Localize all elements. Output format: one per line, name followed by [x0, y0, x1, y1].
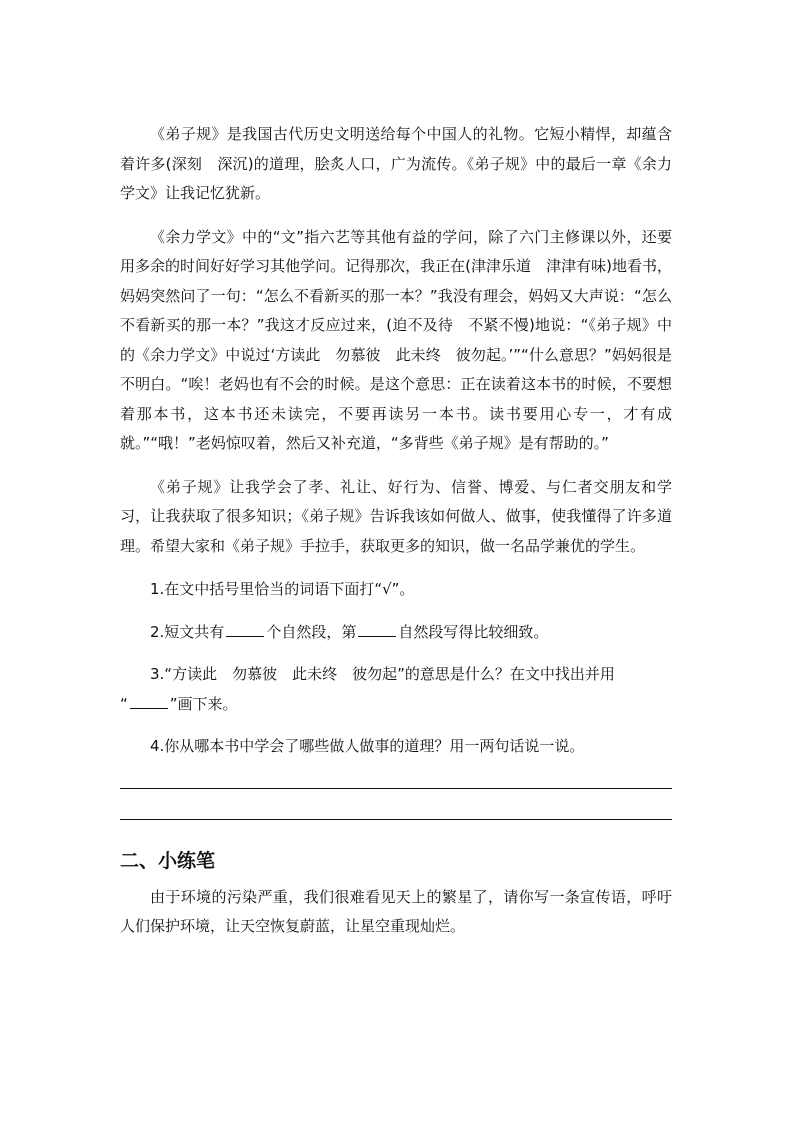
- question-3: 3.“方读此 勿慕彼 此未终 彼勿起”的意思是什么？在文中找出并用 “ ”画下来。: [120, 665, 615, 713]
- worksheet-page: [120, 120, 672, 942]
- underline-sample: [130, 694, 168, 709]
- question-2: 2.短文共有 个自然段，第 自然段写得比较细致。: [150, 622, 549, 641]
- section-2-prompt: 由于环境的污染严重，我们很难看见天上的繁星了，请你写一条宣传语，呼吁人们保护环境，让天空恢复蔚蓝，让星空重现灿烂。: [120, 887, 672, 935]
- question-1: 1.在文中括号里恰当的词语下面打“√”。: [150, 580, 415, 598]
- passage-paragraph-2: 《余力学文》中的“文”指六艺等其他有益的学问，除了六门主修课以外，还要用多余的时间好好学习其他学问。记得那次，我正在(津津乐道 津津有味)地看书，妈妈突然问了一句：“怎么不看新买的那一本？”我没有理会，妈妈又大声说：“怎么不看新买的那一本？”我这才反应过来，(迫不及待 不紧不慢)地说：“《弟子规》中的《余力学文》中说过‘方读此 勿慕彼 此未终 彼勿起。’”“什么意思？”妈妈很是不明白。“唉！老妈也有不会的时候。是这个意思：正在读着这本书的时候，不要想着那本书，这本书还未读完，不要再读另一本书。读书要用心专一，才有成就。”“哦！”老妈惊叹着，然后又补充道，“多背些《弟子规》是有帮助的。”: [120, 227, 672, 452]
- answer-line[interactable]: [120, 819, 672, 820]
- answer-blank[interactable]: [358, 622, 396, 637]
- passage-paragraph-3: 《弟子规》让我学会了孝、礼让、好行为、信誉、博爱、与仁者交朋友和学习，让我获取了很多知识；《弟子规》告诉我该如何做人、做事，使我懂得了许多道理。希望大家和《弟子规》手拉手，获取更多的知识，做一名品学兼优的学生。: [120, 477, 672, 555]
- passage-paragraph-1: 《弟子规》是我国古代历史文明送给每个中国人的礼物。它短小精悍，却蕴含着许多(深刻 深沉)的道理，脍炙人口，广为流传。《弟子规》中的最后一章《余力学文》让我记忆犹新。: [120, 125, 672, 202]
- question-4: 4.你从哪本书中学会了哪些做人做事的道理？用一两句话说一说。: [150, 737, 585, 755]
- answer-line[interactable]: [120, 788, 672, 789]
- answer-blank[interactable]: [226, 622, 264, 637]
- section-2-title: 二、小练笔: [120, 849, 216, 872]
